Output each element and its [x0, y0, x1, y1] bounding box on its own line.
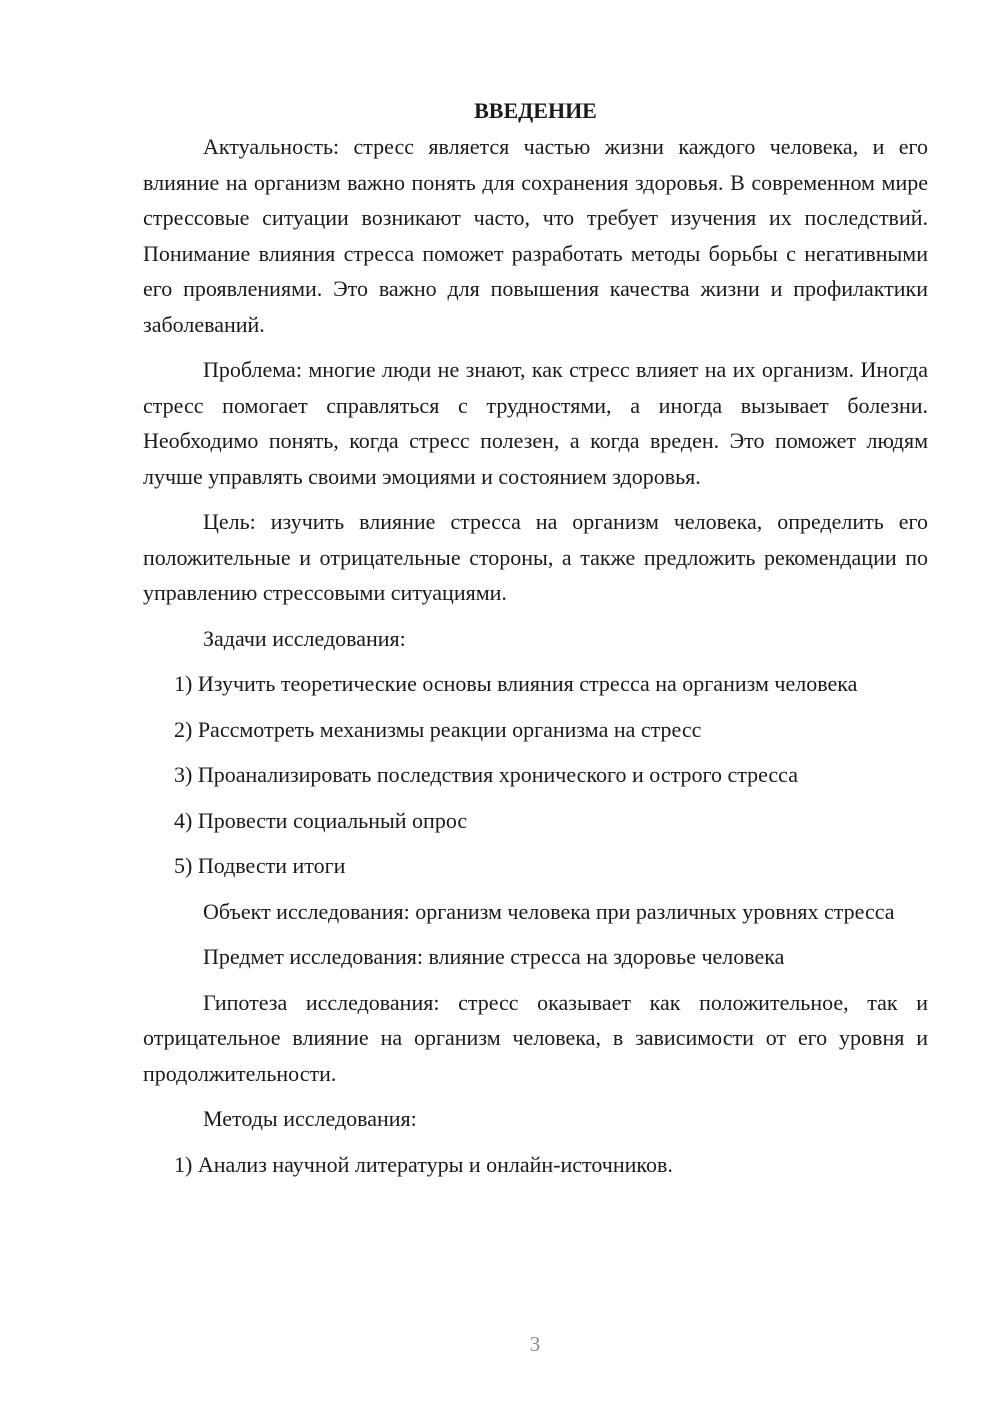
- task-item: 3) Проанализировать последствия хронического и острого стресса: [174, 762, 798, 787]
- method-item: 1) Анализ научной литературы и онлайн-источников.: [174, 1151, 673, 1177]
- methods-label: Методы исследования:: [203, 1106, 417, 1131]
- paragraph-object: Объект исследования: организм человека при различных уровнях стресса: [203, 898, 895, 924]
- paragraph-relevance: Актуальность: стресс является частью жизни каждого человека, и его влияние на организм важно понять для сохранения здоровья. В современном мире стрессовые ситуации возникают часто, что требует изучения их последствий. Понимание влияния стресса поможет разработать методы борьбы с негативными его проявлениями. Это важно для повышения качества жизни и профилактики заболеваний.: [143, 134, 928, 337]
- paragraph-hypothesis: Гипотеза исследования: стресс оказывает как положительное, так и отрицательное влияние на организм человека, в зависимости от его уровня и продолжительности.: [143, 989, 928, 1086]
- paragraph-subject: Предмет исследования: влияние стресса на здоровье человека: [203, 944, 785, 969]
- paragraph-problem: Проблема: многие люди не знают, как стресс влияет на их организм. Иногда стресс помогает справляться с трудностями, а иногда вызывает болезни. Необходимо понять, когда стресс полезен, а когда вреден. Это поможет людям лучше управлять своими эмоциями и состоянием здоровья.: [143, 357, 928, 489]
- paragraph-goal: Цель: изучить влияние стресса на организм человека, определить его положительные и отрицательные стороны, а также предложить рекомендации по управлению стрессовыми ситуациями.: [143, 509, 928, 605]
- task-item: 1) Изучить теоретические основы влияния стресса на организм человека: [174, 671, 858, 696]
- task-item: 4) Провести социальный опрос: [174, 807, 468, 833]
- tasks-label: Задачи исследования:: [203, 625, 406, 651]
- task-item: 2) Рассмотреть механизмы реакции организма на стресс: [174, 716, 702, 742]
- task-item: 5) Подвести итоги: [174, 853, 346, 878]
- page-number: 3: [529, 1332, 541, 1356]
- page-content: [143, 95, 928, 1192]
- section-title: ВВЕДЕНИЕ: [474, 98, 597, 123]
